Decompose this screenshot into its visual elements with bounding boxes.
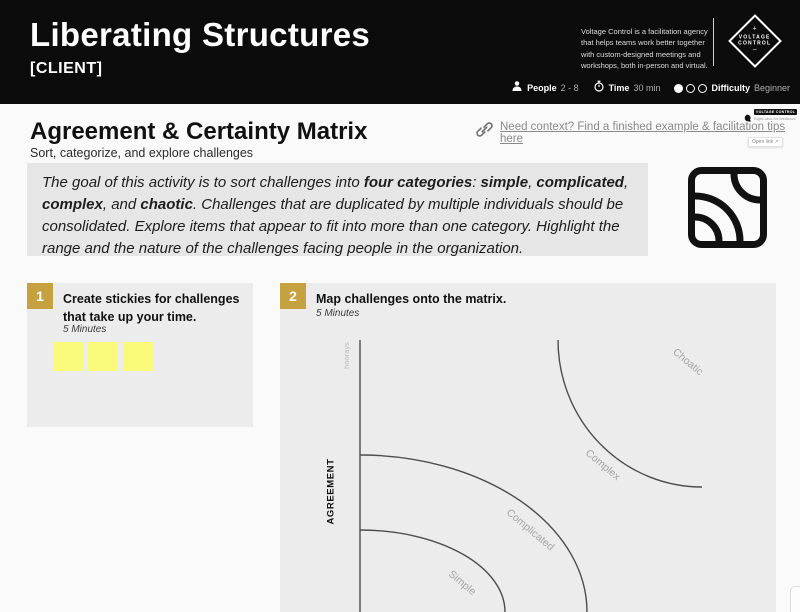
difficulty-dots [674, 84, 707, 93]
difficulty-dot-empty [686, 84, 695, 93]
people-meta [511, 79, 579, 97]
attribution-subtext: Right-click for feedback [754, 116, 796, 121]
logo-divider [713, 18, 714, 66]
time-label: Time [608, 83, 630, 93]
activity-subtitle: Sort, categorize, and explore challenges [30, 146, 254, 160]
session-meta [511, 79, 790, 97]
logo-minus: – [753, 47, 757, 55]
voltage-control-logo [728, 14, 782, 68]
step-1-panel [27, 283, 253, 427]
goal-text: The goal of this activity is to sort challenges into four categories: simple, complicated, complex, and chaotic. Challenges that are duplicated by multiple individuals should be consolidated. Explore items that appear to fit into more than one category. Highlight the range and the nature of the challenges facing people in the organization. [42, 174, 629, 257]
company-description: Voltage Control is a facilitation agency that helps teams work better together with custom-designed meetings and workshops, both in-person and virtual. [581, 27, 708, 70]
sticky-note[interactable] [123, 342, 153, 371]
stopwatch-icon [593, 79, 605, 97]
matrix-canvas[interactable] [280, 283, 776, 612]
simple-curve [360, 530, 505, 612]
page-title: Liberating Structures [30, 16, 371, 53]
difficulty-label: Difficulty [711, 83, 750, 93]
step-2-panel [280, 283, 776, 612]
comment-icon [744, 109, 752, 127]
sticky-note[interactable] [88, 342, 118, 371]
open-link-tooltip: Open link ↗ [748, 137, 783, 147]
step-1-duration: 5 Minutes [63, 324, 107, 335]
axis-annotation: hoorays [341, 342, 351, 369]
goal-box [27, 163, 648, 256]
logo-name-1: VOLTAGE [739, 34, 771, 41]
quadrant-label-complicated: Complicated [503, 506, 557, 554]
attribution-name: VOLTAGE CONTROL [756, 110, 796, 114]
step-1-badge: 1 [27, 283, 53, 309]
difficulty-dot-empty [698, 84, 707, 93]
quadrant-label-complex: Complex [582, 447, 623, 483]
header [0, 0, 800, 104]
cropped-card [790, 586, 800, 612]
matrix-activity-icon [688, 167, 767, 253]
step-2-badge: 2 [280, 283, 306, 309]
time-meta [593, 79, 661, 97]
agreement-axis-label: AGREEMENT [325, 458, 337, 525]
link-icon [476, 121, 493, 143]
difficulty-meta [674, 83, 790, 93]
logo-plus: + [752, 26, 758, 33]
attribution-badge [744, 109, 797, 127]
step-2-title: Map challenges onto the matrix. [316, 292, 507, 306]
quadrant-label-simple: Simple [445, 568, 479, 598]
context-link-text[interactable]: Need context? Find a finished example & facilitation tips here [500, 121, 786, 145]
step-1-title: Create stickies for challenges that take up your time. [63, 292, 240, 325]
time-value: 30 min [633, 83, 661, 93]
logo-name-2: CONTROL [738, 41, 772, 47]
people-value: 2 - 8 [560, 83, 579, 93]
difficulty-value: Beginner [753, 83, 790, 93]
people-label: People [527, 83, 557, 93]
client-placeholder: [CLIENT] [30, 60, 103, 77]
quadrant-label-chaotic: Choatic [670, 345, 706, 379]
sticky-note[interactable] [53, 342, 83, 371]
step-2-duration: 5 Minutes [316, 308, 360, 319]
difficulty-dot-filled [674, 84, 683, 93]
activity-title: Agreement & Certainty Matrix [30, 118, 368, 145]
person-icon [511, 79, 523, 97]
